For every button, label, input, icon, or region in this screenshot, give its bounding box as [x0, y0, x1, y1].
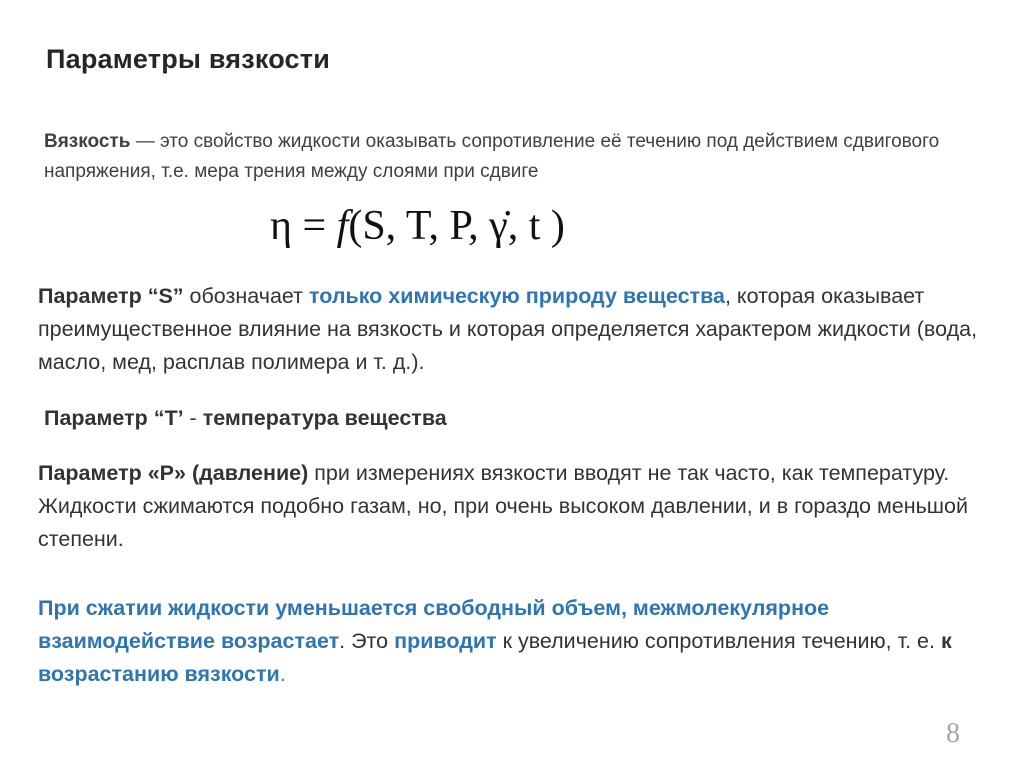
parameter-s-highlight: только химическую природу вещества [308, 284, 725, 308]
compression-paragraph [38, 592, 988, 691]
compression-k: к [940, 629, 952, 653]
formula-function: f [336, 203, 349, 249]
compression-text-1: . Это [339, 629, 395, 653]
formula-equals: = [291, 203, 337, 249]
definition-term: Вязкость [44, 131, 131, 152]
parameter-t-description: температура вещества [202, 406, 447, 430]
compression-leads: приводит [394, 629, 497, 653]
parameter-p-label: Параметр «P» (давление) [38, 461, 309, 485]
compression-viscosity-growth: возрастанию вязкости [38, 662, 280, 686]
parameter-s-paragraph [38, 280, 988, 379]
compression-text-4: . [279, 662, 286, 686]
parameter-t-paragraph [44, 402, 994, 435]
parameter-s-text-1: обозначает [183, 284, 309, 308]
compression-statement: При сжатии жидкости уменьшается свободный объем, межмолекулярное взаимодействие возрастает [38, 596, 830, 653]
page-number: 8 [946, 718, 960, 749]
formula-arguments: (S, T, P, γ̇, t ) [348, 203, 565, 249]
formula-eta: η [270, 203, 292, 249]
parameter-s-text-2: , которая оказывает преимущественное влияние на вязкость и которая определяется характером жидкости (вода, масло, мед, расплав полимера и т. д.). [38, 284, 978, 374]
definition-text: — это свойство жидкости оказывать сопротивление её течению под действием сдвигового напряжения, т.е. мера трения между слоями при сдвиге [44, 131, 940, 182]
viscosity-formula [270, 202, 565, 250]
parameter-p-paragraph [38, 457, 988, 556]
parameter-p-text: при измерениях вязкости вводят не так часто, как температуру. Жидкости сжимаются подобно газам, но, при очень высоком давлении, и в гораздо меньшой степени. [38, 461, 968, 551]
viscosity-definition [44, 127, 974, 187]
parameter-t-dash: - [183, 406, 203, 430]
parameter-s-label: Параметр “S” [38, 284, 184, 308]
parameter-t-label: Параметр “T’ [44, 406, 184, 430]
compression-text-2: к увеличению сопротивления течению, т. е. [496, 629, 941, 653]
slide-title: Параметры вязкости [46, 44, 330, 74]
